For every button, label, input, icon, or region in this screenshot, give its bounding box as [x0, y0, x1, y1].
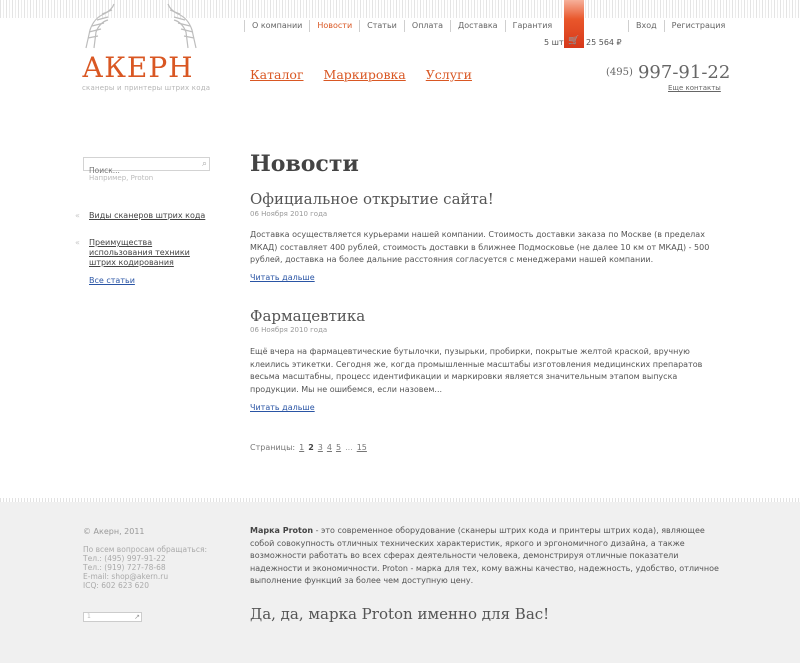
footer-phone-1: Тел.: (495) 997-91-22: [83, 554, 166, 563]
page-link-1[interactable]: 1: [299, 443, 305, 452]
top-menu-warranty[interactable]: Гарантия: [505, 20, 560, 32]
search-icon[interactable]: ⌕: [201, 159, 207, 169]
main-menu-services[interactable]: Услуги: [425, 67, 472, 82]
logo[interactable]: АКЕРН: [82, 51, 194, 84]
news-text: Ещё вчера на фармацевтические бутылочки, пузырьки, пробирки, покрытые желтой краской, вручную клеились этикетки. Сегодня же, когда промышленные масштабы изготовления медицинских препаратов весьма масштабны, процесс идентификации и маркировки является значительным этапом выпуска продукции. Мы не ошибемся, если назовем...: [250, 347, 703, 394]
brand-name: Марка Proton: [250, 526, 314, 535]
brand-description: - это современное оборудование (сканеры штрих кода и принтеры штрих кода), являющее собой совокупность отличных технических характеристик, яркого и эргономичного дизайна, а также возможности работать во всех сферах деятельности человека, демонстрируя отличные показатели надежности и экономичности. Proton - марка для тех, кому важны качество, надежность, удобство, отличное выполнение функций за более чем доступную цену.: [250, 526, 719, 585]
article-bullet-icon: «: [75, 211, 79, 220]
top-menu-articles[interactable]: Статьи: [359, 20, 404, 32]
sidebar-article-barcode-benefits[interactable]: Преимущества использования техники штрих кодирования: [89, 238, 190, 267]
article-bullet-icon: «: [75, 238, 79, 247]
more-contacts-link[interactable]: Еще контакты: [668, 84, 721, 92]
page-link-last[interactable]: 15: [356, 443, 367, 452]
questions-label: По всем вопросам обращаться:: [83, 545, 208, 554]
footer-counter-box[interactable]: [83, 612, 142, 622]
main-menu-catalog[interactable]: Каталог: [250, 67, 304, 82]
footer-slogan: Да, да, марка Proton именно для Вас!: [250, 605, 550, 623]
logo-tagline: сканеры и принтеры штрих кода: [82, 84, 211, 92]
page-title: Новости: [250, 151, 359, 177]
news-date: 06 Ноября 2010 года: [250, 326, 328, 334]
main-menu: [250, 67, 472, 82]
footer-contacts: [83, 545, 207, 590]
page-link-5[interactable]: 5: [335, 443, 342, 452]
all-articles-link[interactable]: Все статьи: [89, 276, 135, 285]
search-box: [83, 157, 210, 171]
page-current: 2: [308, 443, 314, 452]
footer-brand-text: [250, 525, 720, 588]
main-menu-marking[interactable]: Маркировка: [323, 67, 406, 82]
top-menu: [244, 20, 559, 32]
pagination: [250, 443, 367, 452]
footer-counter-value: 1: [87, 613, 91, 620]
page-link-4[interactable]: 4: [326, 443, 332, 452]
footer-email[interactable]: E-mail: shop@akern.ru: [83, 572, 169, 581]
search-hint: Например, Proton: [89, 174, 154, 182]
phone: [606, 62, 730, 83]
zebra-logo-art: [82, 0, 200, 50]
sidebar-article-scanner-types[interactable]: Виды сканеров штрих кода: [89, 211, 206, 220]
arrow-icon: ↗: [134, 613, 140, 621]
top-menu-delivery[interactable]: Доставка: [450, 20, 505, 32]
cart-sum: 25 564 ₽: [586, 38, 622, 47]
login-link[interactable]: Вход: [628, 20, 664, 32]
pagination-ellipsis: ...: [345, 443, 353, 452]
auth-menu: [628, 20, 732, 32]
phone-number: 997-91-22: [637, 62, 731, 83]
footer-phone-2: Тел.: (919) 727-78-68: [83, 563, 166, 572]
phone-code: (495): [606, 67, 633, 78]
top-menu-about[interactable]: О компании: [244, 20, 309, 32]
news-title[interactable]: Официальное открытие сайта!: [250, 190, 494, 208]
top-menu-news[interactable]: Новости: [309, 20, 359, 32]
news-text: Доставка осуществляется курьерами нашей компании. Стоимость доставки заказа по Москве (в пределах МКАД) составляет 400 рублей, стоимость доставки в ближнее Подмосковье (не далее 10 км от МКАД) - 500 рублей, доставка на более дальние расстояния согласуется с менеджерами нашей компании.: [250, 230, 710, 264]
read-more-link[interactable]: Читать дальше: [250, 403, 315, 412]
register-link[interactable]: Регистрация: [664, 20, 733, 32]
footer-icq: ICQ: 602 623 620: [83, 581, 149, 590]
cart-icon[interactable]: 🛒: [568, 36, 580, 46]
page-link-3[interactable]: 3: [317, 443, 323, 452]
copyright: © Акерн, 2011: [83, 527, 145, 536]
top-menu-payment[interactable]: Оплата: [404, 20, 450, 32]
pagination-label: Страницы:: [250, 443, 296, 452]
news-date: 06 Ноября 2010 года: [250, 210, 328, 218]
read-more-link[interactable]: Читать дальше: [250, 273, 315, 282]
news-title[interactable]: Фармацевтика: [250, 307, 366, 325]
cart-count: 5 шт: [544, 38, 564, 47]
